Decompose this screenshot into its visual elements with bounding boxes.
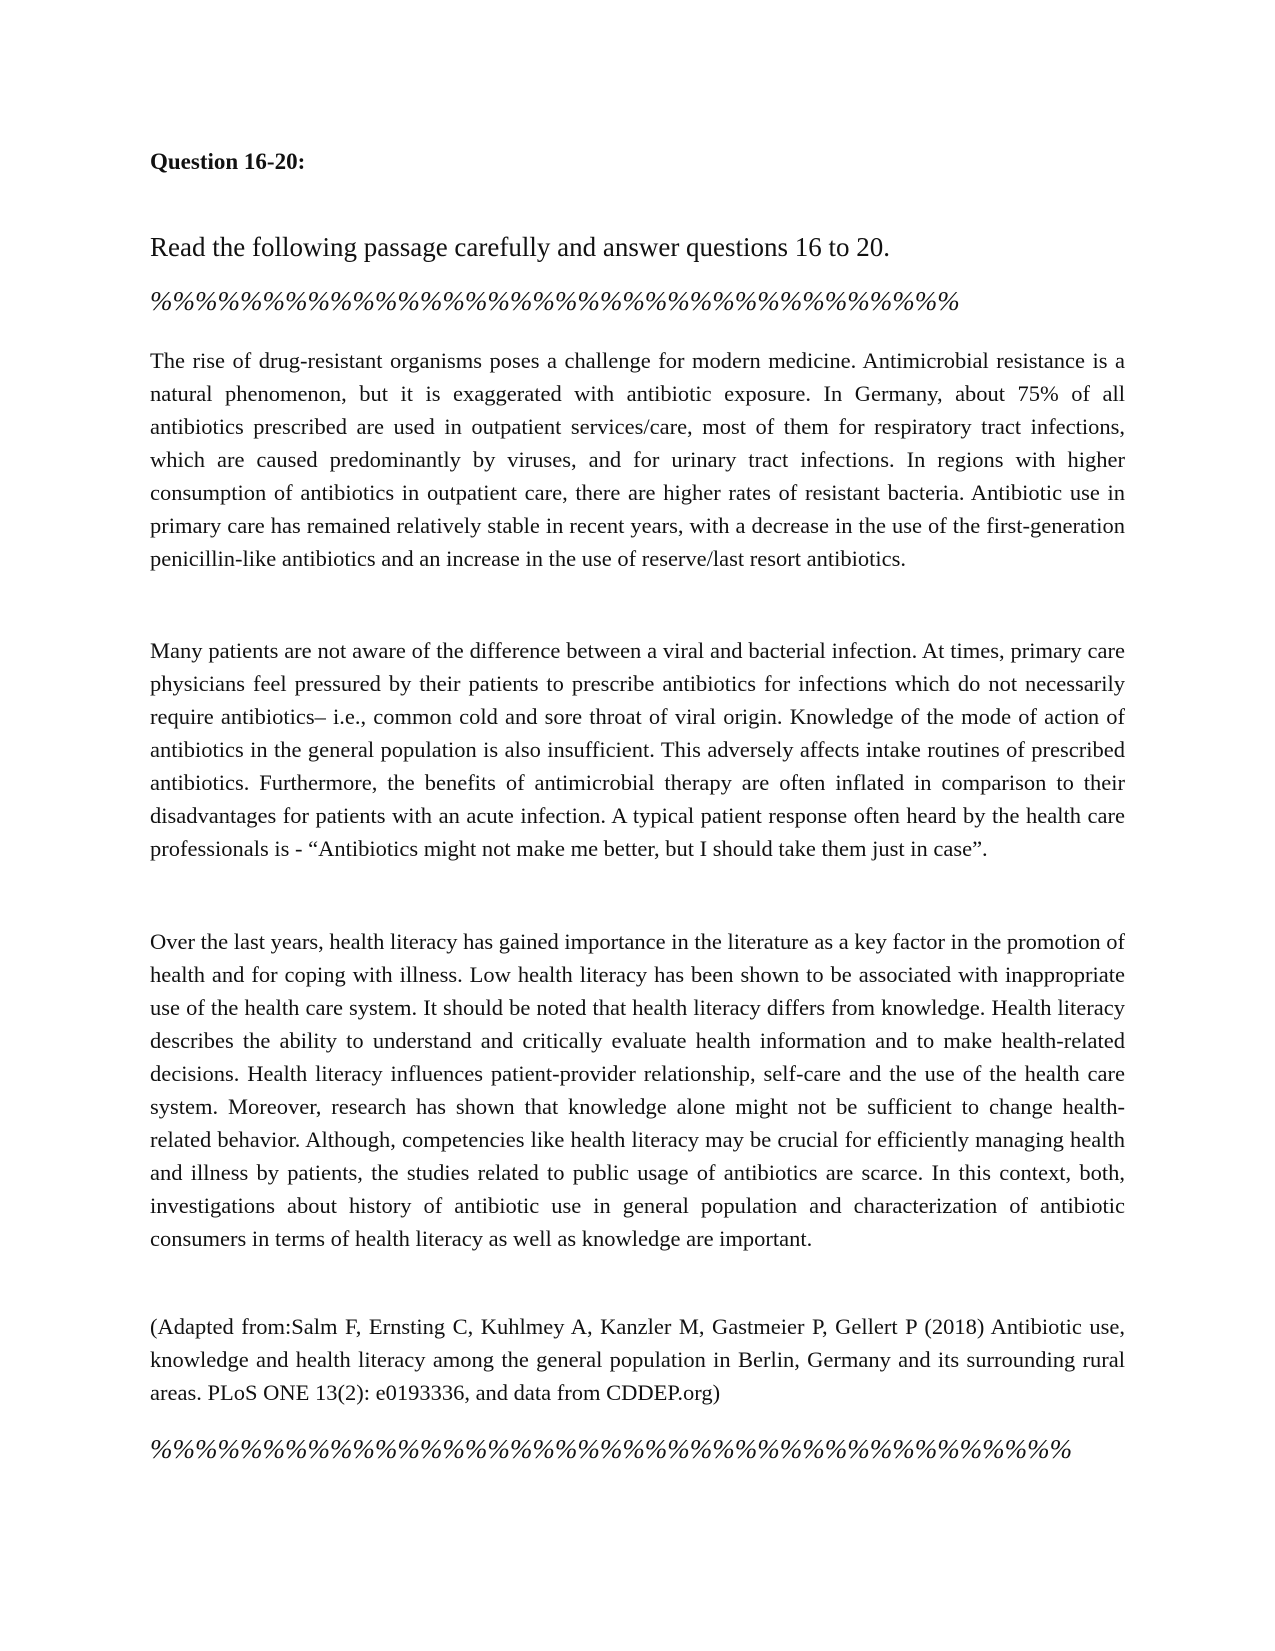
passage-paragraph-3: Over the last years, health literacy has gained importance in the literature as a key factor in the promotion of health and for coping with illness. Low health literacy has been shown to be associated with inappropriate use of the health care system. It should be noted that health literacy differs from knowledge. Health literacy describes the ability to understand and critically evaluate health information and to make health-related decisions. Health literacy influences patient-provider relationship, self-care and the use of the health care system. Moreover, research has shown that knowledge alone might not be sufficient to change health-related behavior. Although, competencies like health literacy may be crucial for efficiently managing health and illness by patients, the studies related to public usage of antibiotics are scarce. In this context, both, investigations about history of antibiotic use in general population and characterization of antibiotic consumers in terms of health literacy as well as knowledge are important. [150,929,1125,1251]
source-citation: (Adapted from:Salm F, Ernsting C, Kuhlmey A, Kanzler M, Gastmeier P, Gellert P (2018) Antibiotic use, knowledge and health literacy among the general population in Berlin, Germany and its surrounding rural areas. PLoS ONE 13(2): e0193336, and data from CDDEP.org) [150,1314,1125,1405]
percent-divider-bottom: %%%%%%%%%%%%%%%%%%%%%%%%%%%%%%%%%%%%%%%%% [150,1434,1073,1464]
passage-paragraph-1: The rise of drug-resistant organisms poses a challenge for modern medicine. Antimicrobial resistance is a natural phenomenon, but it is exaggerated with antibiotic exposure. In Germany, about 75% of all antibiotics prescribed are used in outpatient services/care, most of them for respiratory tract infections, which are caused predominantly by viruses, and for urinary tract infections. In regions with higher consumption of antibiotics in outpatient care, there are higher rates of resistant bacteria. Antibiotic use in primary care has remained relatively stable in recent years, with a decrease in the use of the first-generation penicillin-like antibiotics and an increase in the use of reserve/last resort antibiotics. [150,348,1125,571]
percent-divider-top: %%%%%%%%%%%%%%%%%%%%%%%%%%%%%%%%%%%% [150,286,960,316]
instruction-text: Read the following passage carefully and answer questions 16 to 20. [150,232,891,262]
passage-paragraph-2: Many patients are not aware of the difference between a viral and bacterial infection. At times, primary care physicians feel pressured by their patients to prescribe antibiotics for infections which do not necessarily require antibiotics– i.e., common cold and sore throat of viral origin. Knowledge of the mode of action of antibiotics in the general population is also insufficient. This adversely affects intake routines of prescribed antibiotics. Furthermore, the benefits of antimicrobial therapy are often inflated in comparison to their disadvantages for patients with an acute infection. A typical patient response often heard by the health care professionals is - “Antibiotics might not make me better, but I should take them just in case”. [150,638,1125,861]
question-heading: Question 16-20: [150,149,306,174]
